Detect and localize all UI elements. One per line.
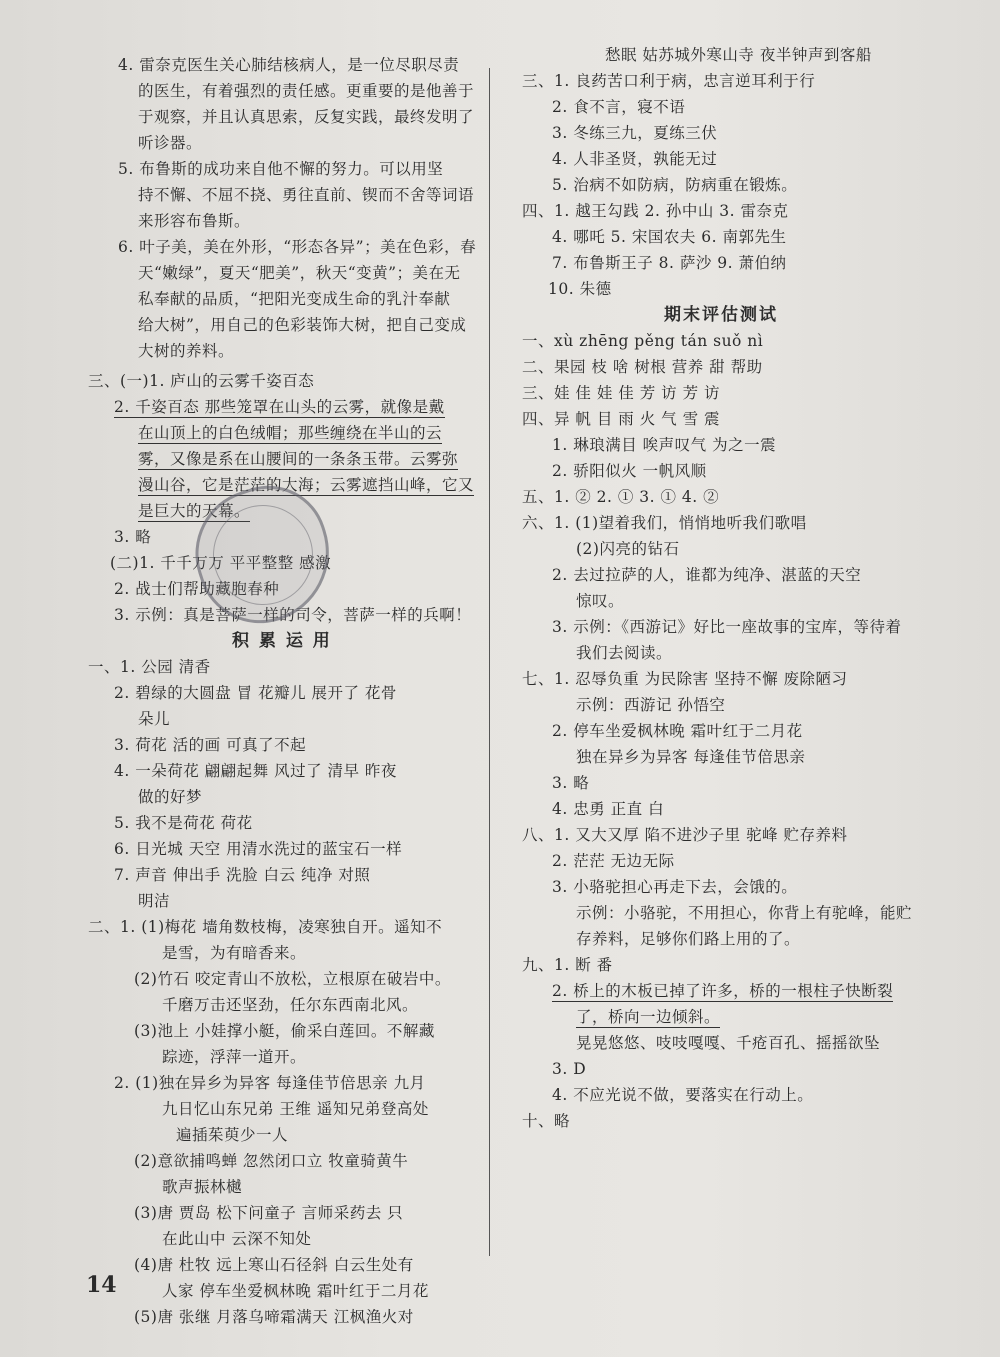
answer-text: (4)唐 杜牧 远上寒山石径斜 白云生处有: [134, 1256, 414, 1274]
answer-line: [552, 1084, 813, 1106]
section-heading: [232, 630, 332, 652]
answer-line: [134, 1306, 414, 1328]
answer-text: 4. 人非圣贤，孰能无过: [552, 150, 718, 168]
answer-line: [114, 864, 370, 886]
answer-text: 5. 治病不如防病，防病重在锻炼。: [552, 176, 798, 194]
answer-text: 九、1. 断 番: [522, 956, 613, 974]
answer-line: [114, 812, 253, 834]
answer-text: 独在异乡为异客 每逢佳节倍思亲: [576, 748, 806, 766]
answer-text: 千磨万击还坚劲，任尔东西南北风。: [162, 996, 419, 1014]
answer-line: [552, 798, 664, 820]
answer-line: [552, 460, 707, 482]
answer-line: [522, 486, 719, 508]
answer-line: [134, 1020, 435, 1042]
answer-text: 漫山谷，它是茫茫的大海；云雾遮挡山峰，它又: [138, 476, 475, 494]
answer-text: 六、1. (1)望着我们，悄悄地听我们歌唱: [522, 514, 807, 532]
answer-text: (二)1. 千千万万 平平整整 感激: [110, 554, 332, 572]
answer-line: [114, 1072, 426, 1094]
answer-text: 4. 一朵荷花 翩翩起舞 风过了 清早 昨夜: [114, 762, 397, 780]
answer-text: 3. 冬练三九，夏练三伏: [552, 124, 718, 142]
answer-line: [576, 1032, 880, 1054]
answer-text: 7. 布鲁斯王子 8. 萨沙 9. 萧伯纳: [552, 254, 787, 272]
answer-text: (2)意欲捕鸣蝉 忽然闭口立 牧童骑黄牛: [134, 1152, 409, 1170]
answer-text: 3. 示例：真是菩萨一样的司令，菩萨一样的兵啊！: [114, 606, 472, 624]
answer-text: 2. 骄阳似火 一帆风顺: [552, 462, 707, 480]
answer-line: [552, 174, 797, 196]
answer-text: 是巨大的天幕。: [138, 502, 251, 520]
answer-text: 10. 朱德: [548, 280, 612, 298]
answer-text: 私奉献的品质，“把阳光变成生命的乳汁奉献: [138, 290, 451, 308]
answer-text: (3)池上 小娃撑小艇，偷采白莲回。不解藏: [134, 1022, 435, 1040]
answer-line: [114, 526, 151, 548]
answer-text: 踪迹，浮萍一道开。: [162, 1048, 307, 1066]
answer-line: [138, 422, 442, 444]
answer-text: 惊叹。: [576, 592, 625, 610]
page-number: 14: [86, 1272, 117, 1298]
answer-text: (5)唐 张继 月落乌啼霜满天 江枫渔火对: [134, 1308, 414, 1326]
answer-line: [162, 1046, 306, 1068]
answer-line: [552, 980, 893, 1002]
answer-line: [134, 968, 451, 990]
answer-line: [114, 682, 397, 704]
answer-text: 了，桥向一边倾斜。: [576, 1008, 721, 1026]
answer-line: [118, 236, 476, 258]
answer-line: [118, 158, 443, 180]
answer-line: [522, 1110, 570, 1132]
answer-text: 3. 小骆驼担心再走下去，会饿的。: [552, 878, 798, 896]
answer-line: [162, 1280, 429, 1302]
answer-text: 晃晃悠悠、吱吱嘎嘎、千疮百孔、摇摇欲坠: [576, 1034, 881, 1052]
answer-text: 八、1. 又大又厚 陷不进沙子里 驼峰 贮存养料: [522, 826, 848, 844]
answer-line: [576, 538, 679, 560]
answer-text: 积 累 运 用: [232, 631, 332, 651]
answer-line: [114, 396, 445, 418]
answer-text: 5. 布鲁斯的成功来自他不懈的努力。可以用坚: [118, 160, 444, 178]
answer-text: 三、娃 佳 娃 佳 芳 访 芳 访: [522, 384, 720, 402]
answer-text: 2. (1)独在异乡为异客 每逢佳节倍思亲 九月: [114, 1074, 426, 1092]
answer-text: 示例：西游记 孙悟空: [576, 696, 726, 714]
answer-text: 来形容布鲁斯。: [138, 212, 251, 230]
answer-line: [605, 44, 872, 66]
answer-line: [162, 994, 418, 1016]
answer-line: [522, 330, 763, 352]
answer-line: [552, 96, 685, 118]
answer-line: [138, 448, 458, 470]
answer-text: 三、(一)1. 庐山的云雾千姿百态: [88, 372, 315, 390]
answer-text: 十、略: [522, 1112, 571, 1130]
answer-line: [138, 340, 234, 362]
answer-text: 3. 示例：《西游记》好比一座故事的宝库，等待着: [552, 618, 902, 636]
answer-text: 于观察，并且认真思索，反复实践，最终发明了: [138, 108, 475, 126]
answer-line: [162, 1176, 242, 1198]
answer-text: (2)竹石 咬定青山不放松，立根原在破岩中。: [134, 970, 451, 988]
answer-text: 3. 荷花 活的画 可真了不起: [114, 736, 307, 754]
answer-text: 3. D: [552, 1060, 587, 1078]
answer-text: 四、异 帆 目 雨 火 气 雪 震: [522, 410, 720, 428]
answer-text: 5. 我不是荷花 荷花: [114, 814, 253, 832]
answer-line: [552, 252, 787, 274]
answer-line: [138, 786, 202, 808]
answer-text: 七、1. 忍辱负重 为民除害 坚持不懈 废除陋习: [522, 670, 848, 688]
answer-text: 在山顶上的白色绒帽；那些缠绕在半山的云: [138, 424, 443, 442]
answer-text: (2)闪亮的钻石: [576, 540, 680, 558]
answer-line: [522, 70, 815, 92]
answer-text: 2. 千姿百态 那些笼罩在山头的云雾，就像是戴: [114, 398, 445, 416]
answer-line: [162, 1098, 429, 1120]
answer-line: [522, 356, 763, 378]
answer-text: 大树的养料。: [138, 342, 235, 360]
answer-text: 三、1. 良药苦口利于病，忠言逆耳利于行: [522, 72, 816, 90]
answer-text: 4. 雷奈克医生关心肺结核病人，是一位尽职尽责: [118, 56, 460, 74]
answer-line: [552, 226, 787, 248]
answer-text: 2. 战士们帮助藏胞春种: [114, 580, 280, 598]
answer-text: 是雪，为有暗香来。: [162, 944, 307, 962]
answer-line: [138, 80, 474, 102]
answer-line: [138, 314, 466, 336]
answer-line: [138, 210, 250, 232]
answer-text: 明洁: [138, 892, 171, 910]
answer-text: 4. 不应光说不做，要落实在行动上。: [552, 1086, 814, 1104]
answer-line: [88, 656, 211, 678]
answer-text: 做的好梦: [138, 788, 203, 806]
answer-line: [138, 708, 170, 730]
answer-line: [576, 694, 725, 716]
answer-text: 我们去阅读。: [576, 644, 673, 662]
answer-line: [138, 288, 450, 310]
answer-text: 的医生，有着强烈的责任感。更重要的是他善于: [138, 82, 475, 100]
answer-text: 二、1. (1)梅花 墙角数枝梅，凌寒独自开。遥知不: [88, 918, 443, 936]
answer-text: 遍插茱萸少一人: [176, 1126, 289, 1144]
answer-line: [138, 262, 461, 284]
answer-text: 给大树”，用自己的色彩装饰大树，把自己变成: [138, 316, 467, 334]
answer-line: [118, 54, 459, 76]
answer-line: [576, 928, 800, 950]
answer-text: 2. 碧绿的大圆盘 冒 花瓣儿 展开了 花骨: [114, 684, 397, 702]
answer-line: [576, 1006, 720, 1028]
answer-text: 九日忆山东兄弟 王维 遥知兄弟登高处: [162, 1100, 429, 1118]
answer-line: [138, 890, 170, 912]
answer-line: [138, 106, 474, 128]
answer-line: [552, 122, 717, 144]
answer-text: 2. 去过拉萨的人，谁都为纯净、湛蓝的天空: [552, 566, 862, 584]
answer-line: [88, 370, 314, 392]
column-divider: [489, 68, 490, 1256]
answer-text: 在此山中 云深不知处: [162, 1230, 312, 1248]
answer-text: 朵儿: [138, 710, 171, 728]
answer-line: [114, 734, 306, 756]
answer-text: 天“嫩绿”，夏天“肥美”，秋天“变黄”；美在无: [138, 264, 461, 282]
answer-line: [522, 954, 613, 976]
answer-line: [134, 1202, 403, 1224]
answer-line: [522, 512, 807, 534]
answer-text: 1. 琳琅满目 唉声叹气 为之一震: [552, 436, 777, 454]
answer-line: [552, 1058, 586, 1080]
answer-text: 2. 停车坐爱枫林晚 霜叶红于二月花: [552, 722, 803, 740]
answer-line: [552, 616, 901, 638]
answer-text: 二、果园 枝 啥 树根 营养 甜 帮助: [522, 358, 763, 376]
answer-text: 4. 哪吒 5. 宋国农夫 6. 南郭先生: [552, 228, 787, 246]
answer-text: 4. 忠勇 正直 白: [552, 800, 665, 818]
answer-text: 示例：小骆驼，不用担心，你背上有驼峰，能贮: [576, 904, 913, 922]
answer-line: [576, 746, 805, 768]
answer-line: [114, 760, 397, 782]
answer-text: 五、1. ② 2. ① 3. ① 4. ②: [522, 488, 720, 506]
answer-text: 一、1. 公园 清香: [88, 658, 211, 676]
answer-line: [576, 902, 912, 924]
answer-line: [552, 772, 589, 794]
answer-text: 歌声振林樾: [162, 1178, 243, 1196]
answer-text: 6. 叶子美，美在外形，“形态各异”；美在色彩，春: [118, 238, 477, 256]
answer-line: [548, 278, 612, 300]
answer-line: [522, 408, 720, 430]
answer-line: [522, 668, 848, 690]
answer-text: 7. 声音 伸出手 洗脸 白云 纯净 对照: [114, 866, 371, 884]
answer-line: [522, 200, 789, 222]
answer-text: 2. 食不言，寝不语: [552, 98, 686, 116]
answer-line: [552, 564, 861, 586]
answer-text: 6. 日光城 天空 用清水洗过的蓝宝石一样: [114, 840, 403, 858]
answer-line: [552, 720, 803, 742]
answer-line: [138, 184, 474, 206]
answer-text: 人家 停车坐爱枫林晚 霜叶红于二月花: [162, 1282, 429, 1300]
section-heading: [664, 304, 778, 326]
answer-line: [162, 942, 306, 964]
answer-line: [552, 850, 675, 872]
answer-line: [552, 876, 797, 898]
answer-line: [522, 382, 720, 404]
answer-line: [176, 1124, 288, 1146]
answer-line: [134, 1150, 408, 1172]
answer-line: [138, 132, 202, 154]
answer-text: 存养料，足够你们路上用的了。: [576, 930, 801, 948]
answer-line: [576, 590, 624, 612]
answer-text: 期末评估测试: [664, 305, 778, 325]
answer-line: [88, 916, 442, 938]
answer-text: 雾，又像是系在山腰间的一条条玉带。云雾弥: [138, 450, 459, 468]
answer-line: [138, 474, 474, 496]
answer-text: 听诊器。: [138, 134, 203, 152]
answer-line: [522, 824, 848, 846]
answer-line: [552, 434, 776, 456]
answer-text: 一、xù zhēng pěng tán suǒ nì: [522, 332, 764, 350]
answer-line: [114, 838, 402, 860]
answer-line: [552, 148, 717, 170]
answer-text: 四、1. 越王勾践 2. 孙中山 3. 雷奈克: [522, 202, 789, 220]
answer-text: 3. 略: [114, 528, 152, 546]
answer-line: [162, 1228, 311, 1250]
answer-text: 2. 茫茫 无边无际: [552, 852, 675, 870]
answer-line: [134, 1254, 414, 1276]
answer-text: (3)唐 贾岛 松下问童子 言师采药去 只: [134, 1204, 404, 1222]
answer-line: [576, 642, 672, 664]
answer-text: 持不懈、不屈不挠、勇往直前、锲而不舍等词语: [138, 186, 475, 204]
answer-text: 3. 略: [552, 774, 590, 792]
answer-text: 愁眠 姑苏城外寒山寺 夜半钟声到客船: [605, 46, 872, 64]
answer-text: 2. 桥上的木板已掉了许多，桥的一根柱子快断裂: [552, 982, 894, 1000]
